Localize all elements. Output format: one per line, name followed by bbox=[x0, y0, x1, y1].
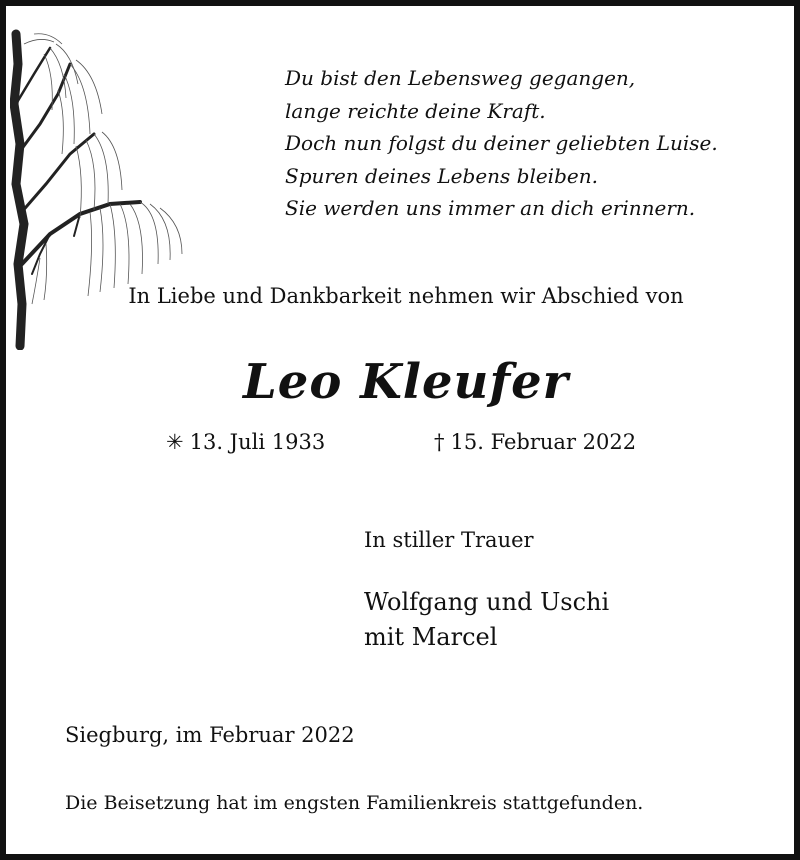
deceased-name: Leo Kleufer bbox=[243, 354, 569, 410]
poem bbox=[285, 62, 718, 225]
poem-line: Sie werden uns immer an dich erinnern. bbox=[285, 196, 696, 220]
farewell-intro: In Liebe und Dankbarkeit nehmen wir Abschied von bbox=[128, 284, 684, 308]
mourner-name: mit Marcel bbox=[364, 623, 498, 651]
poem-line: lange reichte deine Kraft. bbox=[285, 98, 546, 123]
mourning-heading: In stiller Trauer bbox=[364, 528, 534, 552]
death-cross-icon: † bbox=[434, 430, 445, 454]
death-date: 15. Februar 2022 bbox=[450, 430, 637, 454]
mourner-names bbox=[364, 585, 609, 655]
death-date-line bbox=[434, 430, 636, 454]
poem-line: Doch nun folgst du deiner geliebten Luise. bbox=[285, 131, 718, 155]
poem-line: Spuren deines Lebens bleiben. bbox=[285, 163, 598, 188]
poem-line: Du bist den Lebensweg gegangen, bbox=[285, 66, 636, 90]
birth-date-line bbox=[166, 430, 325, 454]
birth-date: 13. Juli 1933 bbox=[189, 430, 326, 454]
place-and-date: Siegburg, im Februar 2022 bbox=[65, 723, 355, 747]
burial-notice: Die Beisetzung hat im engsten Familienkreis stattgefunden. bbox=[65, 792, 644, 814]
mourner-name: Wolfgang und Uschi bbox=[364, 588, 610, 616]
birth-star-icon: ✳ bbox=[166, 430, 184, 454]
